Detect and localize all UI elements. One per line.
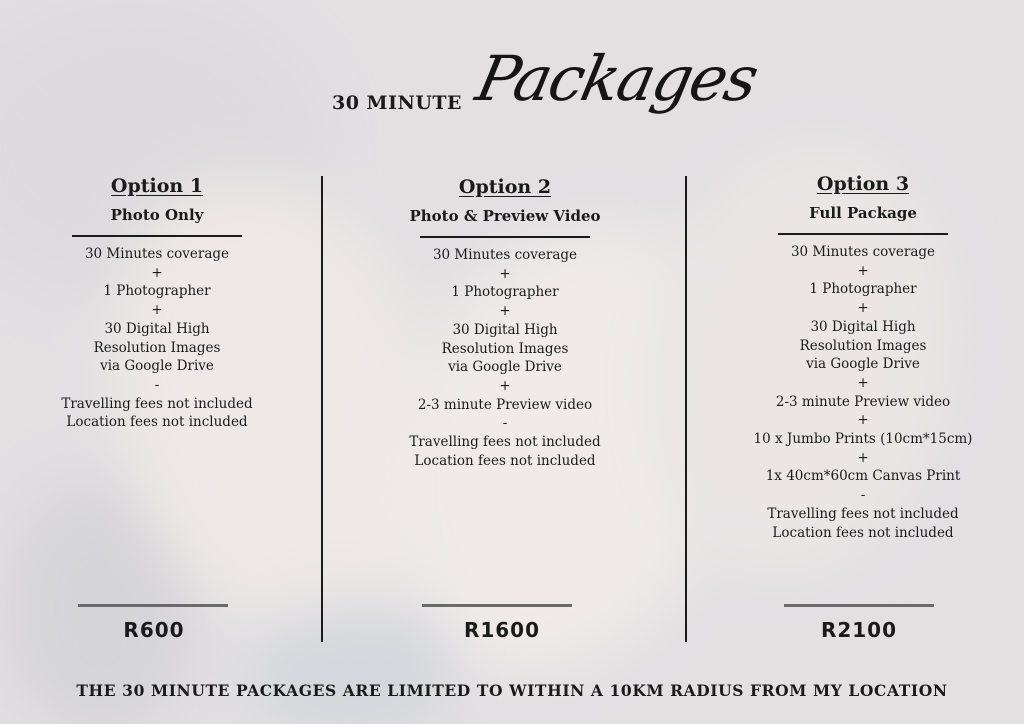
- list-item: +: [499, 377, 511, 394]
- option-2-title: Option 2: [458, 176, 552, 198]
- column-divider-2: [685, 176, 687, 642]
- list-item: 30 Digital High: [452, 321, 558, 338]
- list-item: 1x 40cm*60cm Canvas Print: [765, 468, 961, 485]
- option-2-items: [370, 246, 640, 470]
- option-1-column: [22, 172, 292, 432]
- option-2-subtitle: Photo & Preview Video: [409, 207, 601, 225]
- option-1-price: R600: [123, 618, 185, 642]
- option-1-subtitle: Photo Only: [110, 206, 204, 224]
- list-item: -: [502, 415, 508, 432]
- option-2-divider: [420, 236, 590, 238]
- option-1-title: Option 1: [110, 175, 204, 197]
- list-item: 1 Photographer: [451, 284, 559, 301]
- price-divider-2: [422, 604, 572, 607]
- list-item: via Google Drive: [806, 356, 920, 373]
- list-item: 30 Minutes coverage: [432, 247, 578, 263]
- option-2-column: [370, 173, 640, 470]
- list-item: Resolution Images: [93, 339, 221, 356]
- list-item: Travelling fees not included: [61, 395, 253, 412]
- list-item: +: [151, 302, 163, 319]
- list-item: Travelling fees not included: [767, 505, 959, 522]
- option-3-column: [728, 170, 998, 542]
- list-item: +: [857, 300, 869, 317]
- list-item: 2-3 minute Preview video: [775, 393, 951, 410]
- option-1-divider: [72, 235, 242, 237]
- list-item: +: [857, 374, 869, 391]
- list-item: Location fees not included: [66, 414, 248, 431]
- option-3-price: R2100: [820, 618, 898, 642]
- option-3-subtitle: Full Package: [809, 204, 917, 222]
- footer-note: THE 30 MINUTE PACKAGES ARE LIMITED TO WITHIN A 10KM RADIUS FROM MY LOCATION: [76, 681, 948, 700]
- column-divider-1: [321, 176, 323, 642]
- list-item: +: [857, 449, 869, 466]
- option-3-divider: [778, 233, 948, 235]
- page-heading: [0, 20, 1024, 150]
- list-item: +: [151, 264, 163, 281]
- price-divider-3: [784, 604, 934, 607]
- list-item: via Google Drive: [448, 359, 562, 376]
- list-item: +: [499, 303, 511, 320]
- list-item: 2-3 minute Preview video: [417, 396, 593, 413]
- option-3-title: Option 3: [816, 173, 910, 195]
- list-item: -: [154, 376, 160, 393]
- list-item: 1 Photographer: [809, 281, 917, 298]
- list-item: 30 Minutes coverage: [84, 246, 230, 262]
- list-item: Resolution Images: [441, 340, 569, 357]
- list-item: Resolution Images: [799, 337, 927, 354]
- list-item: 10 x Jumbo Prints (10cm*15cm): [753, 431, 973, 448]
- heading-small-text: 30 MINUTE: [332, 92, 463, 114]
- list-item: +: [857, 262, 869, 279]
- option-1-items: [22, 245, 292, 432]
- list-item: via Google Drive: [100, 358, 214, 375]
- list-item: Travelling fees not included: [409, 434, 601, 451]
- list-item: 30 Minutes coverage: [790, 244, 936, 260]
- option-3-items: [728, 243, 998, 542]
- list-item: 30 Digital High: [104, 320, 210, 337]
- option-2-price: R1600: [463, 618, 541, 642]
- list-item: 1 Photographer: [103, 283, 211, 300]
- list-item: -: [860, 487, 866, 504]
- list-item: Location fees not included: [772, 524, 954, 541]
- list-item: 30 Digital High: [810, 318, 916, 335]
- list-item: +: [499, 265, 511, 282]
- price-divider-1: [78, 604, 228, 607]
- list-item: Location fees not included: [414, 452, 596, 469]
- heading-script-text: Packages: [470, 42, 764, 115]
- list-item: +: [857, 412, 869, 429]
